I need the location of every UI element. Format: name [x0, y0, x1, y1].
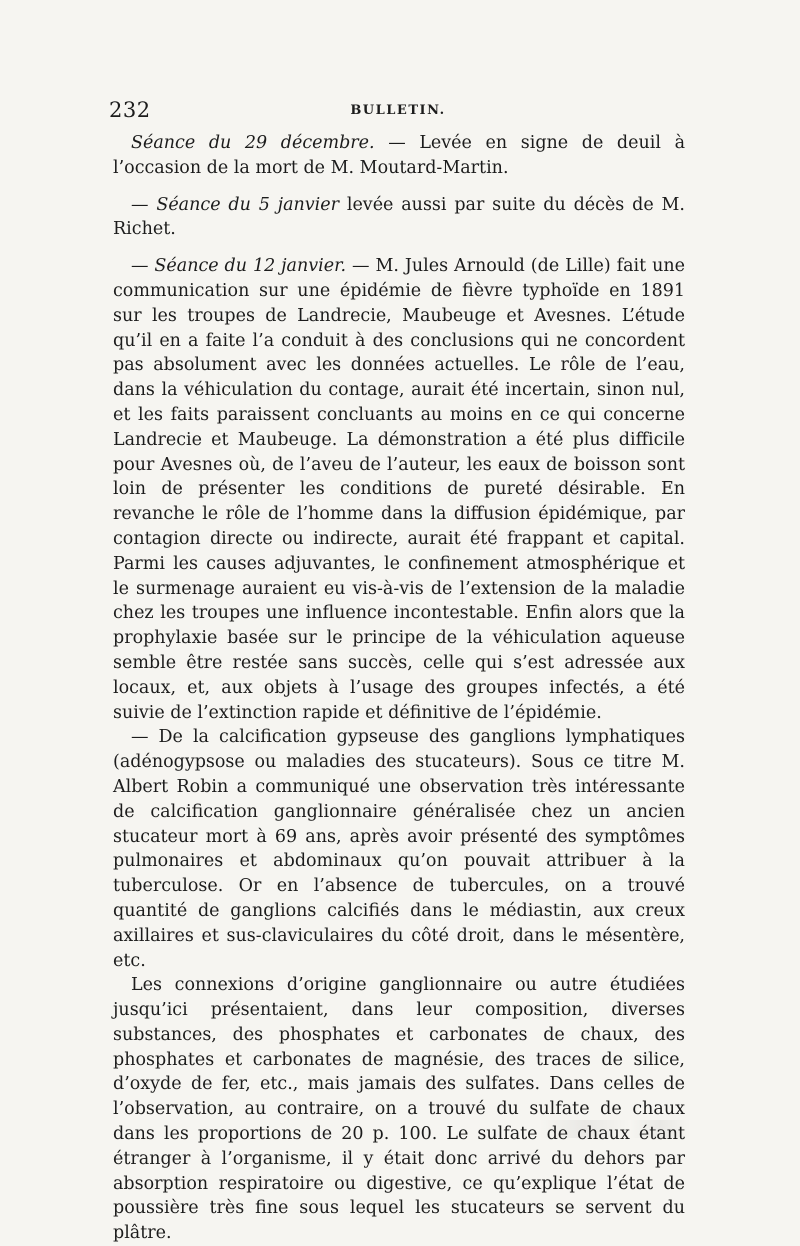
paragraph-text: Les connexions d’origine ganglionnaire ou autre étudiées jusqu’ici présentaient, dans leur composition, diverses substances, des phosphates et carbonates de chaux, des phosphates et carbonates de magnésie, des traces de silice, d’oxyde de fer, etc., mais jamais des sulfates. Dans celles de l’observation, au contraire, on a trouvé du sulfate de chaux dans les proportions de 20 p. 100. Le sulfate de chaux étant étranger à l’organisme, il y était donc arrivé du dehors par absorption respiratoire ou digestive, ce qu’explique l’état de poussière très fine sous lequel les stucateurs se servent du plâtre. — [113, 975, 685, 1244]
paragraph-lead: Séance du 29 décembre. — [131, 133, 375, 153]
paragraph-lead: — Séance du 12 janvier. — [131, 256, 347, 277]
running-head: BULLETIN. — [350, 103, 446, 118]
body-text — [113, 131, 685, 1246]
page-number: 232 — [109, 98, 151, 122]
paragraph-connexions — [113, 973, 685, 1246]
paragraph-text: — Levée en signe de deuil à l’occasion de la mort de M. Moutard-Martin. — [113, 133, 685, 178]
paragraph-seance-12-janvier — [113, 254, 685, 725]
paragraph-seance-5-janvier — [113, 193, 685, 243]
paragraph-text: — M. Jules Arnould (de Lille) fait une communication sur une épidémie de fièvre typhoïde en 1891 sur les troupes de Landrecie, Maubeuge et Avesnes. L’étude qu’il en a faite l’a conduit à des conclusions qui ne concordent pas absolument avec les données actuelles. Le rôle de l’eau, dans la véhiculation du contage, aurait été incertain, sinon nul, et les faits paraissent concluants au moins en ce qui concerne Landrecie et Maubeuge. La démonstration a été plus difficile pour Avesnes où, de l’aveu de l’auteur, les eaux de boisson sont loin de présenter les conditions de pureté désirable. En revanche le rôle de l’homme dans la diffusion épidémique, par contagion directe ou indirecte, aurait été frappant et capital. Parmi les causes adjuvantes, le confinement atmosphérique et le surmenage auraient eu vis-à-vis de l’extension de la maladie chez les troupes une influence incontestable. Enfin alors que la prophylaxie basée sur le principe de la véhiculation aqueuse semble être restée sans succès, celle qui s’est adressée aux locaux, et, aux objets à l’usage des groupes infectés, a été suivie de l’extinction rapide et définitive de l’épidémie. — [113, 256, 685, 723]
page-header — [109, 98, 687, 124]
paragraph-text: — De la calcification gypseuse des ganglions lymphatiques (adénogypsose ou maladies des stucateurs). Sous ce titre M. Albert Robin a communiqué une observation très intéressante de calcification ganglionnaire généralisée chez un ancien stucateur mort à 69 ans, après avoir présenté des symptômes pulmonaires et abdominaux qu’on pouvait attribuer à la tuberculose. Or en l’absence de tubercules, on a trouvé quantité de ganglions calcifiés dans le médiastin, aux creux axillaires et sus-claviculaires du côté droit, dans le mésentère, etc. — [113, 727, 685, 971]
bleed-through-smudge — [540, 1120, 690, 1138]
paragraph-lead: — Séance du 5 janvier — [131, 194, 340, 215]
paragraph-calcification-gypseuse — [113, 725, 685, 973]
paragraph-text: levée aussi par suite du décès de M. Richet. — [113, 194, 685, 240]
paragraph-seance-29-decembre — [113, 131, 685, 181]
